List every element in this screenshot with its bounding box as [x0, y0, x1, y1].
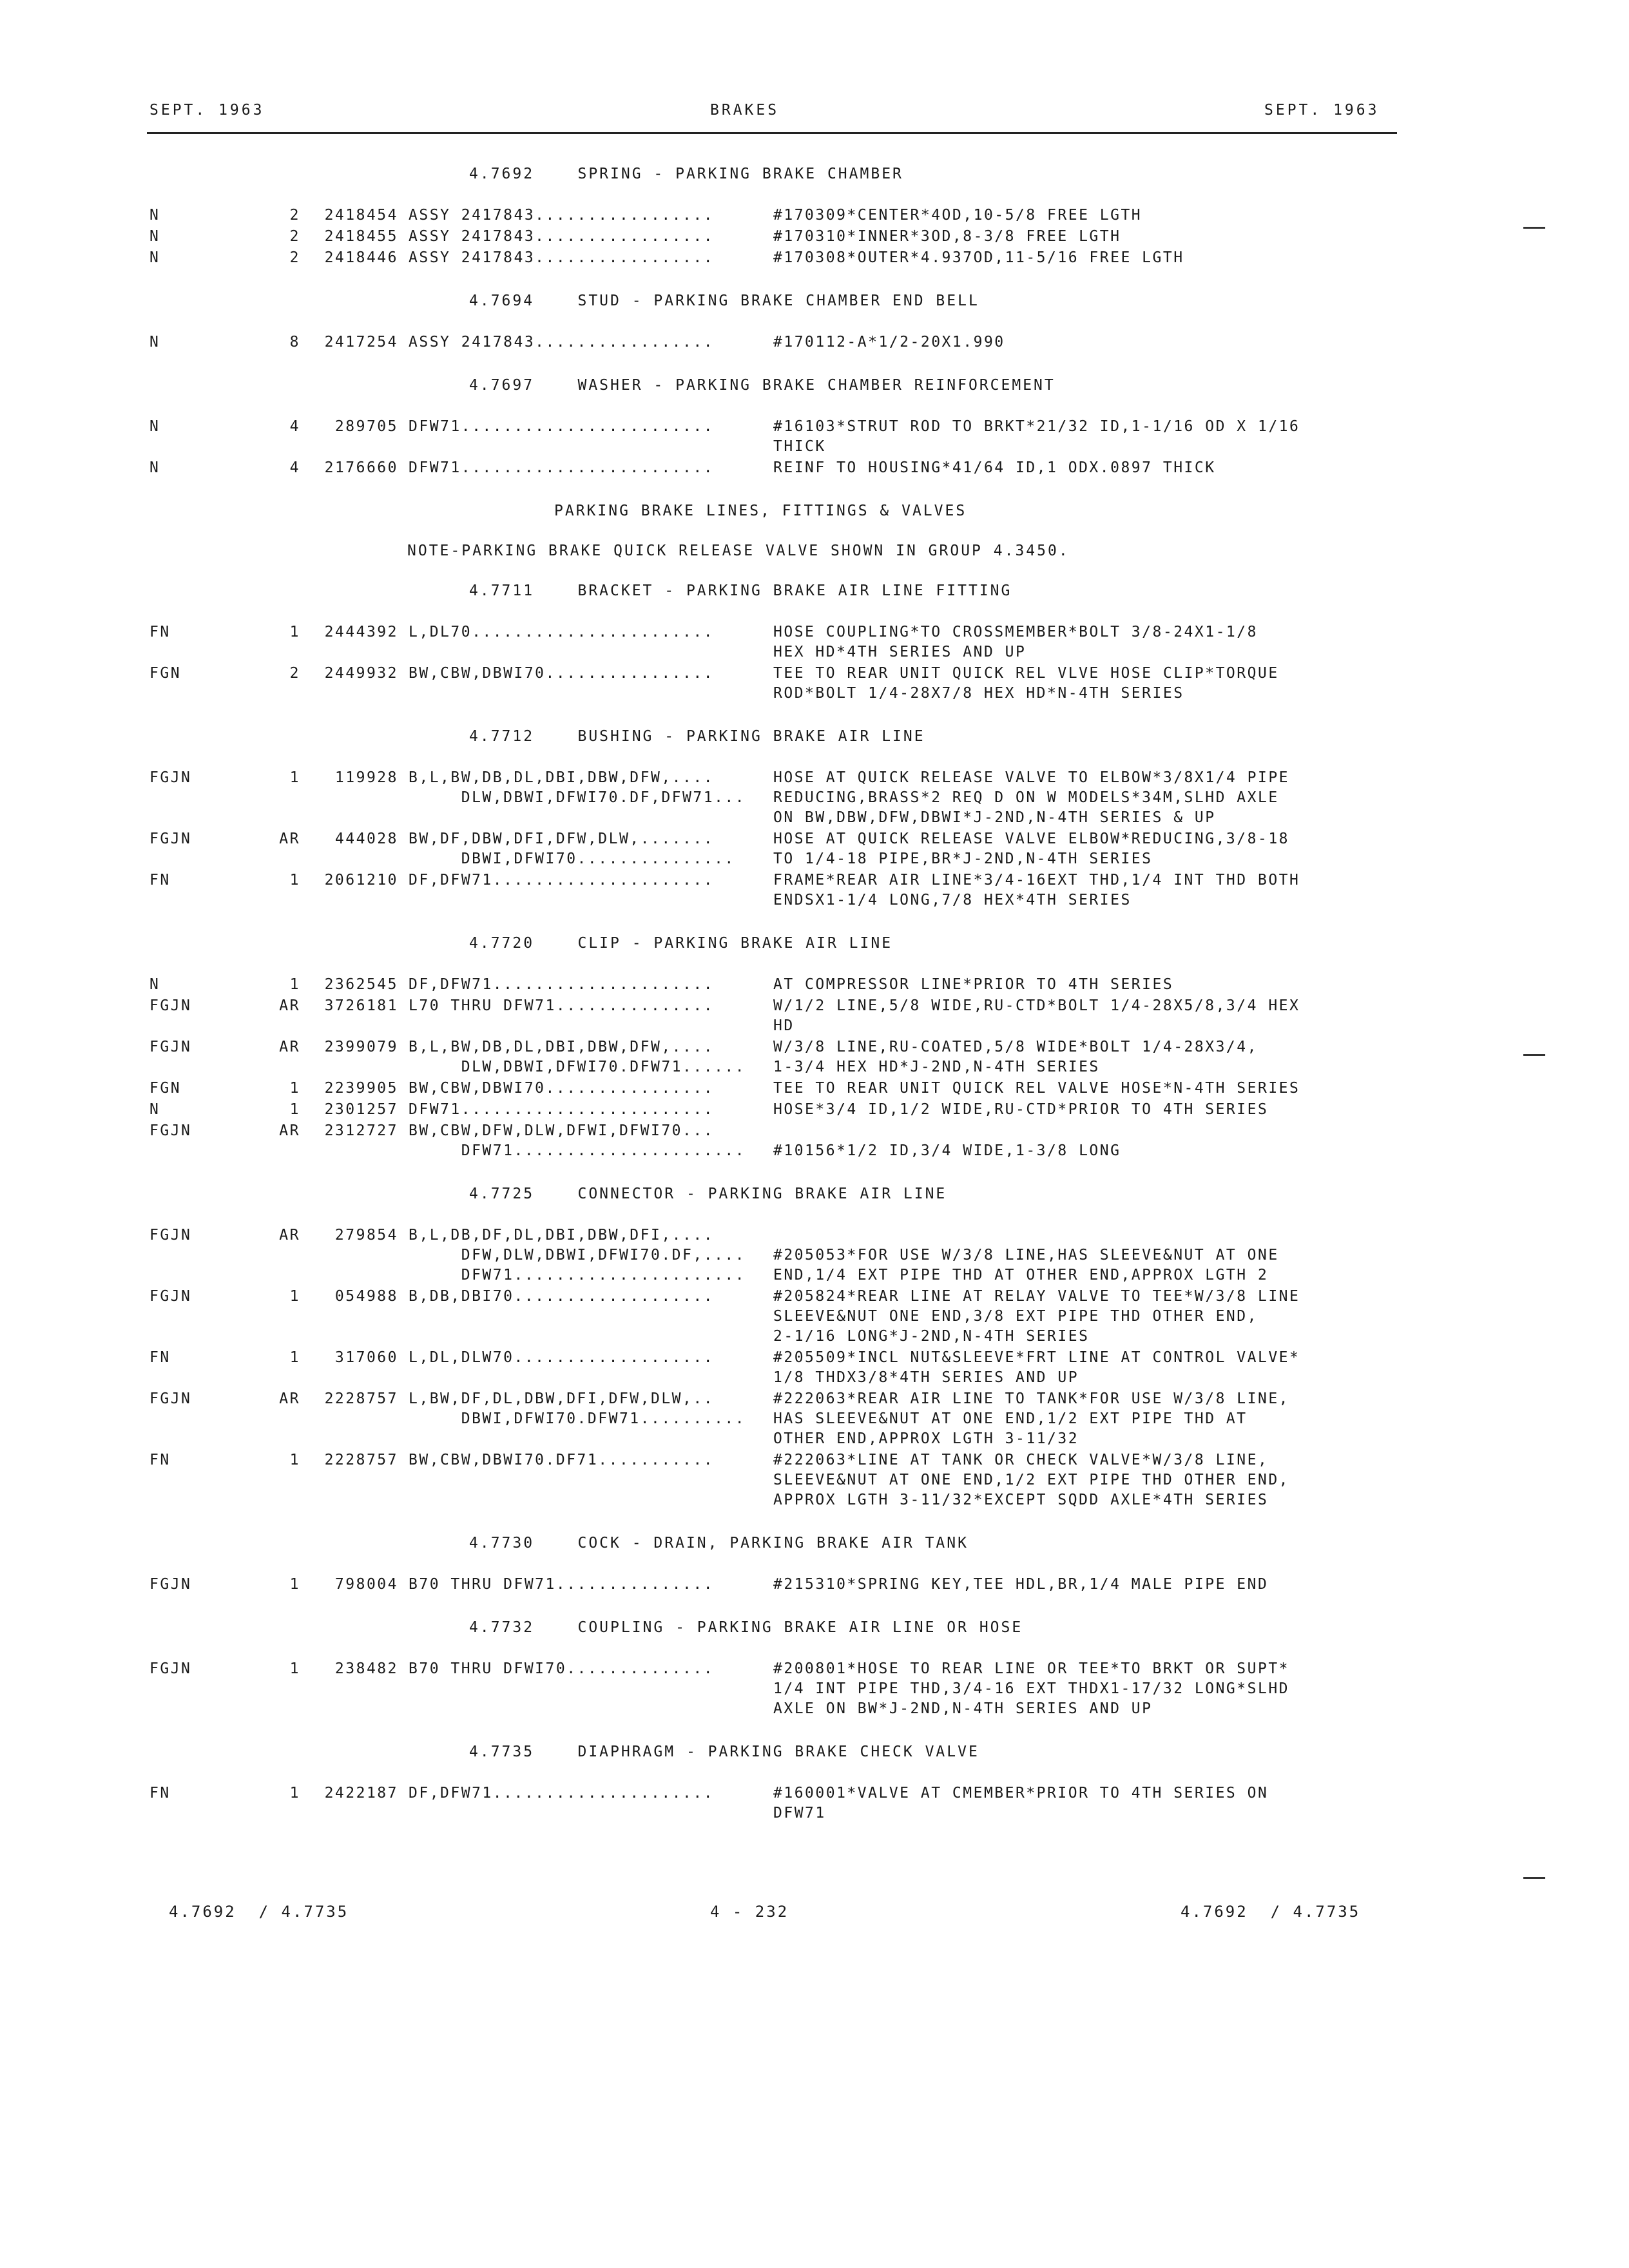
center-heading: PARKING BRAKE LINES, FITTINGS & VALVES: [554, 503, 967, 519]
spacer: [0, 479, 1629, 501]
entry-line: [0, 870, 1629, 890]
entry-line: [0, 1659, 1629, 1679]
model-usage: B70 THRU DFW71...............: [409, 1576, 715, 1593]
entry-line: [0, 1429, 1629, 1449]
part-number: 119928: [334, 769, 398, 786]
entry-line: [0, 808, 1629, 828]
model-code: FN: [149, 1349, 171, 1366]
model-usage: DFW71........................: [409, 459, 715, 476]
header-date-right: SEPT. 1963: [1264, 102, 1380, 119]
part-number: 289705: [334, 418, 398, 435]
description: #170310*INNER*3OD,8-3/8 FREE LGTH: [773, 228, 1121, 245]
model-usage: DBWI,DFWI70.DFW71..........: [409, 1410, 746, 1427]
entry-line: [0, 1575, 1629, 1595]
description: HOSE COUPLING*TO CROSSMEMBER*BOLT 3/8-24X1-1/8: [773, 624, 1258, 640]
part-entry: [0, 664, 1629, 704]
entry-line: [0, 1679, 1629, 1699]
part-entry: [0, 248, 1629, 268]
entry-line: [0, 1307, 1629, 1327]
quantity: 1: [289, 1452, 300, 1468]
entry-line: [0, 1079, 1629, 1099]
model-usage: B,DB,DBI70...................: [409, 1288, 715, 1305]
model-usage: B,L,BW,DB,DL,DBI,DBW,DFW,....: [409, 1039, 715, 1055]
quantity: 2: [289, 207, 300, 224]
model-usage: DF,DFW71.....................: [409, 872, 715, 889]
part-number: 2417254: [324, 334, 398, 351]
section-title: 4.7725 CONNECTOR - PARKING BRAKE AIR LINE: [469, 1186, 947, 1202]
model-code: FGJN: [149, 1390, 192, 1407]
description: END,1/4 EXT PIPE THD AT OTHER END,APPROX LGTH 2: [773, 1267, 1269, 1283]
entry-line: [0, 1121, 1629, 1141]
description: 1/4 INT PIPE THD,3/4-16 EXT THDX1-17/32 LONG*SLHD: [773, 1680, 1290, 1697]
part-number: 2449932: [324, 665, 398, 682]
model-code: N: [149, 459, 160, 476]
spacer: [0, 1596, 1629, 1618]
description: THICK: [773, 438, 826, 455]
quantity: 1: [289, 1101, 300, 1118]
quantity: 1: [289, 1576, 300, 1593]
model-usage: ASSY 2417843.................: [409, 334, 715, 351]
part-entry: [0, 768, 1629, 828]
section-title: 4.7720 CLIP - PARKING BRAKE AIR LINE: [469, 935, 893, 952]
entry-line: [0, 1348, 1629, 1368]
part-number: 444028: [334, 831, 398, 847]
part-number: 798004: [334, 1576, 398, 1593]
spacer: [0, 1162, 1629, 1184]
model-usage: DFW71......................: [409, 1142, 746, 1159]
entry-line: [0, 788, 1629, 808]
quantity: 1: [289, 769, 300, 786]
entry-line: [0, 1699, 1629, 1719]
part-entry: [0, 1121, 1629, 1161]
entry-line: [0, 622, 1629, 642]
model-usage: DFW71........................: [409, 1101, 715, 1118]
description: TEE TO REAR UNIT QUICK REL VALVE HOSE*N-4TH SERIES: [773, 1080, 1300, 1097]
part-number: 2301257: [324, 1101, 398, 1118]
part-number: 238482: [334, 1660, 398, 1677]
model-usage: DFW71......................: [409, 1267, 746, 1283]
description: #170309*CENTER*4OD,10-5/8 FREE LGTH: [773, 207, 1142, 224]
quantity: AR: [279, 997, 300, 1014]
entry-line: [0, 1490, 1629, 1510]
entry-line: [0, 458, 1629, 478]
quantity: AR: [279, 1390, 300, 1407]
model-usage: DF,DFW71.....................: [409, 1785, 715, 1802]
model-usage: B70 THRU DFWI70..............: [409, 1660, 715, 1677]
description: AT COMPRESSOR LINE*PRIOR TO 4TH SERIES: [773, 976, 1174, 993]
entry-line: [0, 227, 1629, 247]
quantity: 1: [289, 1288, 300, 1305]
model-code: FGJN: [149, 1122, 192, 1139]
description: W/1/2 LINE,5/8 WIDE,RU-CTD*BOLT 1/4-28X5/8,3/4 HEX: [773, 997, 1300, 1014]
part-entry: [0, 1389, 1629, 1449]
model-usage: BW,CBW,DBWI70................: [409, 665, 715, 682]
description: #205053*FOR USE W/3/8 LINE,HAS SLEEVE&NUT AT ONE: [773, 1247, 1279, 1264]
margin-mark: [1523, 1877, 1545, 1879]
entry-line: [0, 1141, 1629, 1161]
quantity: AR: [279, 1227, 300, 1244]
model-code: FGJN: [149, 1288, 192, 1305]
model-usage: ASSY 2417843.................: [409, 228, 715, 245]
spacer: [0, 354, 1629, 376]
header-date-left: SEPT. 1963: [149, 102, 265, 119]
description: 1/8 THDX3/8*4TH SERIES AND UP: [773, 1369, 1079, 1386]
section-title: 4.7694 STUD - PARKING BRAKE CHAMBER END BELL: [469, 293, 979, 309]
model-code: FGJN: [149, 1227, 192, 1244]
part-entry: [0, 870, 1629, 910]
entry-line: [0, 1783, 1629, 1803]
description: ROD*BOLT 1/4-28X7/8 HEX HD*N-4TH SERIES: [773, 685, 1184, 702]
spacer: [0, 1512, 1629, 1533]
center-heading: NOTE-PARKING BRAKE QUICK RELEASE VALVE SHOWN IN GROUP 4.3450.: [407, 543, 1070, 559]
section-title: 4.7735 DIAPHRAGM - PARKING BRAKE CHECK VALVE: [469, 1744, 979, 1760]
entry-line: [0, 849, 1629, 869]
part-number: 279854: [334, 1227, 398, 1244]
quantity: 8: [289, 334, 300, 351]
entry-line: [0, 1100, 1629, 1120]
description: HOSE*3/4 ID,1/2 WIDE,RU-CTD*PRIOR TO 4TH SERIES: [773, 1101, 1269, 1118]
part-number: 2399079: [324, 1039, 398, 1055]
description: SLEEVE&NUT ONE END,3/8 EXT PIPE THD OTHER END,: [773, 1308, 1258, 1325]
entry-line: [0, 642, 1629, 662]
description: TO 1/4-18 PIPE,BR*J-2ND,N-4TH SERIES: [773, 850, 1153, 867]
model-usage: ASSY 2417843.................: [409, 249, 715, 266]
description: HEX HD*4TH SERIES AND UP: [773, 644, 1027, 660]
part-number: 2312727: [324, 1122, 398, 1139]
description: HD: [773, 1017, 795, 1034]
entry-line: [0, 1037, 1629, 1057]
entry-line: [0, 1225, 1629, 1245]
footer-range-left: 4.7692 / 4.7735: [169, 1903, 349, 1921]
section-title: 4.7730 COCK - DRAIN, PARKING BRAKE AIR TANK: [469, 1535, 969, 1552]
part-entry: [0, 332, 1629, 352]
section-title: 4.7732 COUPLING - PARKING BRAKE AIR LINE OR HOSE: [469, 1619, 1023, 1636]
quantity: 1: [289, 1349, 300, 1366]
entry-line: [0, 1265, 1629, 1285]
model-usage: L,BW,DF,DL,DBW,DFI,DFW,DLW,..: [409, 1390, 715, 1407]
part-entry: [0, 1100, 1629, 1120]
quantity: 4: [289, 459, 300, 476]
model-code: FGJN: [149, 1660, 192, 1677]
entry-line: [0, 206, 1629, 226]
model-usage: B,L,BW,DB,DL,DBI,DBW,DFW,....: [409, 769, 715, 786]
part-entry: [0, 227, 1629, 247]
quantity: 1: [289, 1660, 300, 1677]
part-number: 2228757: [324, 1452, 398, 1468]
quantity: 4: [289, 418, 300, 435]
quantity: 2: [289, 228, 300, 245]
description: #200801*HOSE TO REAR LINE OR TEE*TO BRKT OR SUPT*: [773, 1660, 1290, 1677]
model-usage: L70 THRU DFW71...............: [409, 997, 715, 1014]
model-code: FGJN: [149, 997, 192, 1014]
part-entry: [0, 829, 1629, 869]
entry-line: [0, 1287, 1629, 1307]
part-entry: [0, 1783, 1629, 1823]
entry-line: [0, 332, 1629, 352]
entry-line: [0, 1057, 1629, 1077]
quantity: 2: [289, 249, 300, 266]
model-usage: BW,CBW,DFW,DLW,DFWI,DFWI70...: [409, 1122, 715, 1139]
part-number: 2422187: [324, 1785, 398, 1802]
entry-line: [0, 248, 1629, 268]
parts-list: [0, 164, 1629, 1825]
model-usage: DBWI,DFWI70...............: [409, 850, 735, 867]
part-entry: [0, 996, 1629, 1036]
header-section-title: BRAKES: [710, 102, 780, 119]
model-code: N: [149, 418, 160, 435]
description: SLEEVE&NUT AT ONE END,1/2 EXT PIPE THD OTHER END,: [773, 1472, 1290, 1488]
quantity: AR: [279, 831, 300, 847]
model-usage: DLW,DBWI,DFWI70.DFW71......: [409, 1059, 746, 1075]
entry-line: [0, 975, 1629, 995]
part-number: 2418454: [324, 207, 398, 224]
entry-line: [0, 1245, 1629, 1265]
section-title: 4.7692 SPRING - PARKING BRAKE CHAMBER: [469, 166, 903, 182]
model-usage: DFW,DLW,DBWI,DFWI70.DF,....: [409, 1247, 746, 1264]
part-entry: [0, 1037, 1629, 1077]
quantity: AR: [279, 1122, 300, 1139]
description: #222063*REAR AIR LINE TO TANK*FOR USE W/3/8 LINE,: [773, 1390, 1290, 1407]
part-entry: [0, 1225, 1629, 1285]
part-entry: [0, 417, 1629, 457]
part-entry: [0, 975, 1629, 995]
description: #205824*REAR LINE AT RELAY VALVE TO TEE*W/3/8 LINE: [773, 1288, 1300, 1305]
model-code: FN: [149, 624, 171, 640]
model-code: N: [149, 334, 160, 351]
description: HAS SLEEVE&NUT AT ONE END,1/2 EXT PIPE THD AT: [773, 1410, 1248, 1427]
model-usage: DFW71........................: [409, 418, 715, 435]
description: #170112-A*1/2-20X1.990: [773, 334, 1005, 351]
model-usage: BW,CBW,DBWI70................: [409, 1080, 715, 1097]
description: TEE TO REAR UNIT QUICK REL VLVE HOSE CLIP*TORQUE: [773, 665, 1279, 682]
entry-line: [0, 437, 1629, 457]
entry-line: [0, 1450, 1629, 1470]
description: ENDSX1-1/4 LONG,7/8 HEX*4TH SERIES: [773, 892, 1132, 908]
entry-line: [0, 829, 1629, 849]
model-code: FGJN: [149, 769, 192, 786]
quantity: 1: [289, 1080, 300, 1097]
entry-line: [0, 417, 1629, 437]
entry-line: [0, 996, 1629, 1016]
entry-line: [0, 890, 1629, 910]
entry-line: [0, 664, 1629, 684]
model-code: N: [149, 976, 160, 993]
quantity: 1: [289, 624, 300, 640]
spacer: [0, 912, 1629, 934]
description: #222063*LINE AT TANK OR CHECK VALVE*W/3/8 LINE,: [773, 1452, 1269, 1468]
description: DFW71: [773, 1805, 826, 1821]
description: REDUCING,BRASS*2 REQ D ON W MODELS*34M,SLHD AXLE: [773, 789, 1279, 806]
part-number: 2418446: [324, 249, 398, 266]
page-number: 4 - 232: [710, 1903, 789, 1921]
description: FRAME*REAR AIR LINE*3/4-16EXT THD,1/4 INT THD BOTH: [773, 872, 1300, 889]
description: HOSE AT QUICK RELEASE VALVE ELBOW*REDUCING,3/8-18: [773, 831, 1290, 847]
quantity: 1: [289, 976, 300, 993]
entry-line: [0, 1803, 1629, 1823]
model-code: FGJN: [149, 1039, 192, 1055]
part-entry: [0, 1659, 1629, 1719]
model-usage: L,DL70.......................: [409, 624, 715, 640]
part-number: 054988: [334, 1288, 398, 1305]
description: AXLE ON BW*J-2ND,N-4TH SERIES AND UP: [773, 1700, 1153, 1717]
part-number: 2228757: [324, 1390, 398, 1407]
part-number: 2239905: [324, 1080, 398, 1097]
part-number: 2418455: [324, 228, 398, 245]
entry-line: [0, 768, 1629, 788]
part-entry: [0, 206, 1629, 226]
part-entry: [0, 458, 1629, 478]
description: APPROX LGTH 3-11/32*EXCEPT SQDD AXLE*4TH SERIES: [773, 1492, 1269, 1508]
part-entry: [0, 1575, 1629, 1595]
model-usage: DF,DFW71.....................: [409, 976, 715, 993]
model-code: FN: [149, 872, 171, 889]
description: HOSE AT QUICK RELEASE VALVE TO ELBOW*3/8X1/4 PIPE: [773, 769, 1290, 786]
part-number: 317060: [334, 1349, 398, 1366]
entry-line: [0, 1016, 1629, 1036]
header-rule: [147, 132, 1397, 134]
entry-line: [0, 1327, 1629, 1347]
spacer: [0, 269, 1629, 291]
description: #10156*1/2 ID,3/4 WIDE,1-3/8 LONG: [773, 1142, 1121, 1159]
model-code: FGN: [149, 1080, 182, 1097]
model-code: N: [149, 207, 160, 224]
quantity: 1: [289, 1785, 300, 1802]
description: REINF TO HOUSING*41/64 ID,1 ODX.0897 THICK: [773, 459, 1216, 476]
part-number: 3726181: [324, 997, 398, 1014]
description: #215310*SPRING KEY,TEE HDL,BR,1/4 MALE PIPE END: [773, 1576, 1269, 1593]
part-number: 2061210: [324, 872, 398, 889]
description: 2-1/16 LONG*J-2ND,N-4TH SERIES: [773, 1328, 1090, 1345]
part-entry: [0, 1450, 1629, 1510]
model-usage: B,L,DB,DF,DL,DBI,DBW,DFI,....: [409, 1227, 715, 1244]
description: #170308*OUTER*4.937OD,11-5/16 FREE LGTH: [773, 249, 1184, 266]
entry-line: [0, 1409, 1629, 1429]
model-code: N: [149, 228, 160, 245]
model-usage: BW,CBW,DBWI70.DF71...........: [409, 1452, 715, 1468]
part-entry: [0, 1348, 1629, 1388]
quantity: 2: [289, 665, 300, 682]
quantity: AR: [279, 1039, 300, 1055]
margin-mark: [1523, 227, 1545, 229]
part-entry: [0, 622, 1629, 662]
description: #205509*INCL NUT&SLEEVE*FRT LINE AT CONTROL VALVE*: [773, 1349, 1300, 1366]
spacer: [0, 705, 1629, 727]
part-number: 2444392: [324, 624, 398, 640]
model-code: N: [149, 1101, 160, 1118]
model-usage: ASSY 2417843.................: [409, 207, 715, 224]
description: ON BW,DBW,DFW,DBWI*J-2ND,N-4TH SERIES & UP: [773, 809, 1216, 826]
entry-line: [0, 1470, 1629, 1490]
section-title: 4.7711 BRACKET - PARKING BRAKE AIR LINE FITTING: [469, 582, 1012, 599]
section-title: 4.7712 BUSHING - PARKING BRAKE AIR LINE: [469, 728, 925, 745]
entry-line: [0, 1368, 1629, 1388]
model-usage: BW,DF,DBW,DFI,DFW,DLW,.......: [409, 831, 715, 847]
description: W/3/8 LINE,RU-COATED,5/8 WIDE*BOLT 1/4-28X3/4,: [773, 1039, 1258, 1055]
description: #160001*VALVE AT CMEMBER*PRIOR TO 4TH SERIES ON: [773, 1785, 1269, 1802]
part-entry: [0, 1287, 1629, 1347]
model-code: FGJN: [149, 1576, 192, 1593]
part-number: 2362545: [324, 976, 398, 993]
model-code: FN: [149, 1785, 171, 1802]
model-code: FGJN: [149, 831, 192, 847]
quantity: 1: [289, 872, 300, 889]
part-entry: [0, 1079, 1629, 1099]
model-usage: DLW,DBWI,DFWI70.DF,DFW71...: [409, 789, 746, 806]
spacer: [0, 1720, 1629, 1742]
margin-mark: [1523, 1054, 1545, 1056]
entry-line: [0, 684, 1629, 704]
model-code: FGN: [149, 665, 182, 682]
model-usage: L,DL,DLW70...................: [409, 1349, 715, 1366]
description: OTHER END,APPROX LGTH 3-11/32: [773, 1430, 1079, 1447]
part-number: 2176660: [324, 459, 398, 476]
model-code: FN: [149, 1452, 171, 1468]
description: #16103*STRUT ROD TO BRKT*21/32 ID,1-1/16 OD X 1/16: [773, 418, 1300, 435]
section-title: 4.7697 WASHER - PARKING BRAKE CHAMBER REINFORCEMENT: [469, 377, 1055, 394]
model-code: N: [149, 249, 160, 266]
description: 1-3/4 HEX HD*J-2ND,N-4TH SERIES: [773, 1059, 1100, 1075]
entry-line: [0, 1389, 1629, 1409]
footer-range-right: 4.7692 / 4.7735: [1181, 1903, 1361, 1921]
